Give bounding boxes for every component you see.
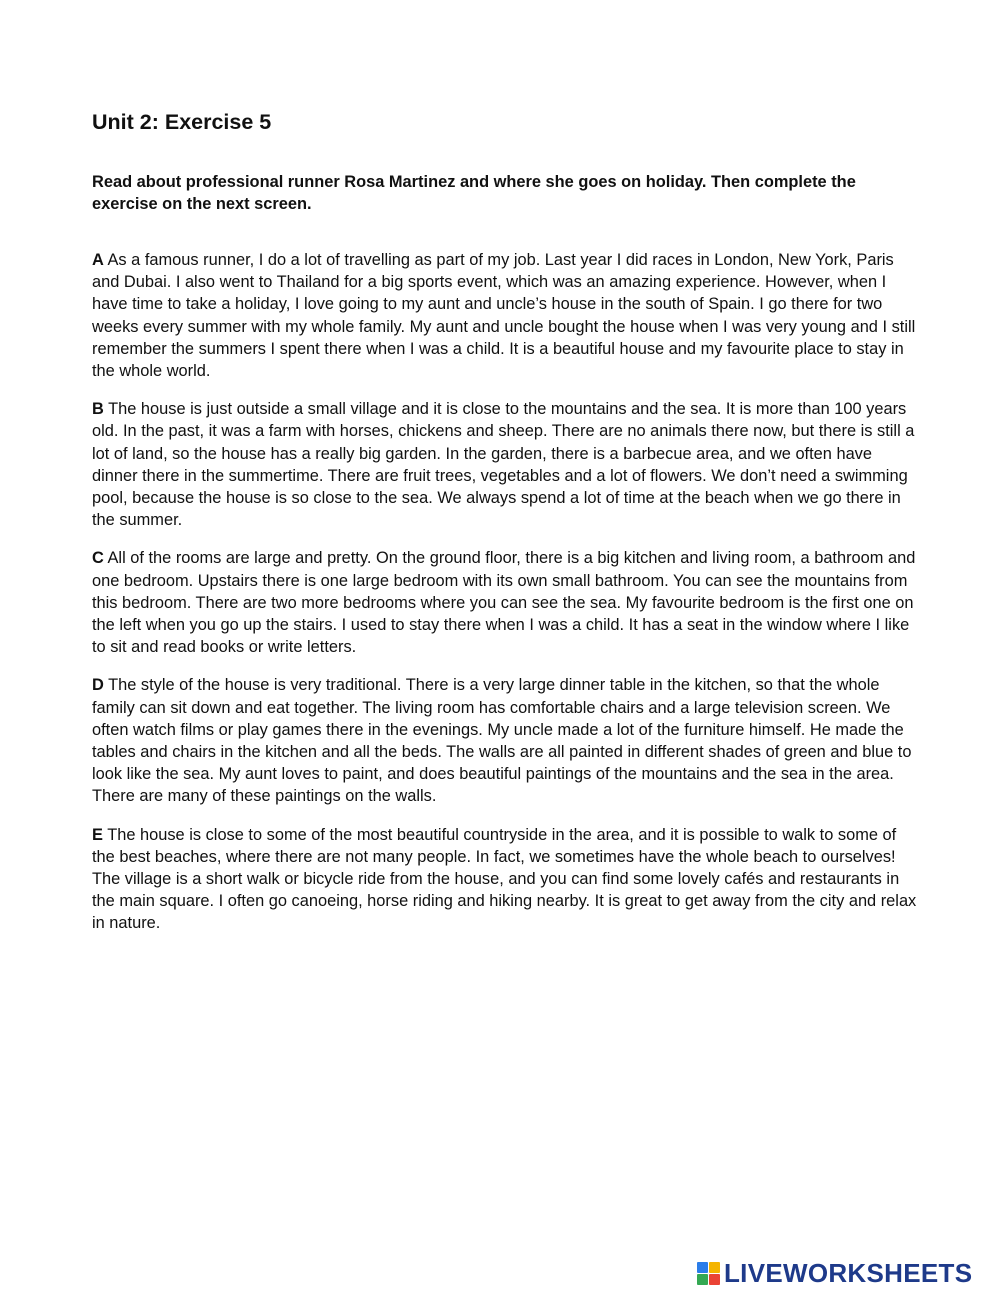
logo-tile — [709, 1274, 720, 1285]
liveworksheets-logo — [697, 1258, 972, 1288]
paragraph-text: The house is just outside a small village and it is close to the mountains and the sea. It is more than 100 years old. In the past, it was a farm with horses, chickens and sheep. There are no animals there now, but there is still a lot of land, so the house has a really big garden. In the garden, there is a barbecue area, and we often have dinner there in the summertime. There are fruit trees, vegetables and a lot of flowers. We don’t need a swimming pool, because the house is so close to the sea. We always spend a lot of time at the beach when we go there in the summer. — [92, 400, 915, 530]
paragraph-b — [92, 398, 922, 531]
liveworksheets-logo-icon — [697, 1262, 720, 1285]
logo-tile — [697, 1274, 708, 1285]
paragraph-text: All of the rooms are large and pretty. On the ground floor, there is a big kitchen and living room, a bathroom and one bedroom. Upstairs there is one large bedroom with its own small bathroom. You can see the mountains from this bedroom. There are two more bedrooms where you can see the sea. My favourite bedroom is the first one on the left when you go up the stairs. I used to stay there when I was a child. It has a seat in the window where I like to sit and read books or write letters. — [92, 549, 916, 657]
instructions: Read about professional runner Rosa Martinez and where she goes on holiday. Then complete the exercise on the next screen. — [92, 173, 856, 213]
paragraph-e — [92, 824, 922, 935]
paragraph-a — [92, 249, 922, 382]
paragraph-text: The house is close to some of the most beautiful countryside in the area, and it is possible to walk to some of the best beaches, where there are not many people. In fact, we sometimes have the whole beach to ourselves! The village is a short walk or bicycle ride from the house, and you can find some lovely cafés and restaurants in the main square. I often go canoeing, horse riding and hiking nearby. It is great to get away from the city and relax in nature. — [92, 825, 917, 933]
logo-text: LIVEWORKSHEETS — [724, 1258, 973, 1288]
logo-tile — [697, 1262, 708, 1273]
page-title: Unit 2: Exercise 5 — [92, 110, 272, 134]
reading-passage — [92, 249, 922, 951]
paragraph-letter: A — [92, 251, 104, 269]
paragraph-text: The style of the house is very traditional. There is a very large dinner table in the kitchen, so that the whole family can sit down and eat together. The living room has comfortable chairs and a large television screen. We often watch films or play games there in the evenings. My uncle made a lot of the furniture himself. He made the tables and chairs in the kitchen and all the beds. The walls are all painted in different shades of green and blue to look like the sea. My aunt loves to paint, and does beautiful paintings of the mountains and the sea in the area. There are many of these paintings on the walls. — [92, 676, 912, 806]
paragraph-letter: E — [92, 825, 103, 844]
paragraph-text: As a famous runner, I do a lot of travelling as part of my job. Last year I did races in London, New York, Paris and Dubai. I also went to Thailand for a big sports event, which was an amazing experience. However, when I have time to take a holiday, I love going to my aunt and uncle’s house in the south of Spain. I go there for two weeks every summer with my whole family. My aunt and uncle bought the house when I was very young and I still remember the summers I spent there when I was a child. It is a beautiful house and my favourite place to stay in the whole world. — [92, 251, 916, 381]
paragraph-letter: B — [92, 400, 104, 419]
logo-tile — [709, 1262, 720, 1273]
paragraph-letter: D — [92, 676, 104, 695]
paragraph-d — [92, 674, 922, 807]
paragraph-letter: C — [92, 549, 104, 568]
paragraph-c — [92, 547, 922, 658]
